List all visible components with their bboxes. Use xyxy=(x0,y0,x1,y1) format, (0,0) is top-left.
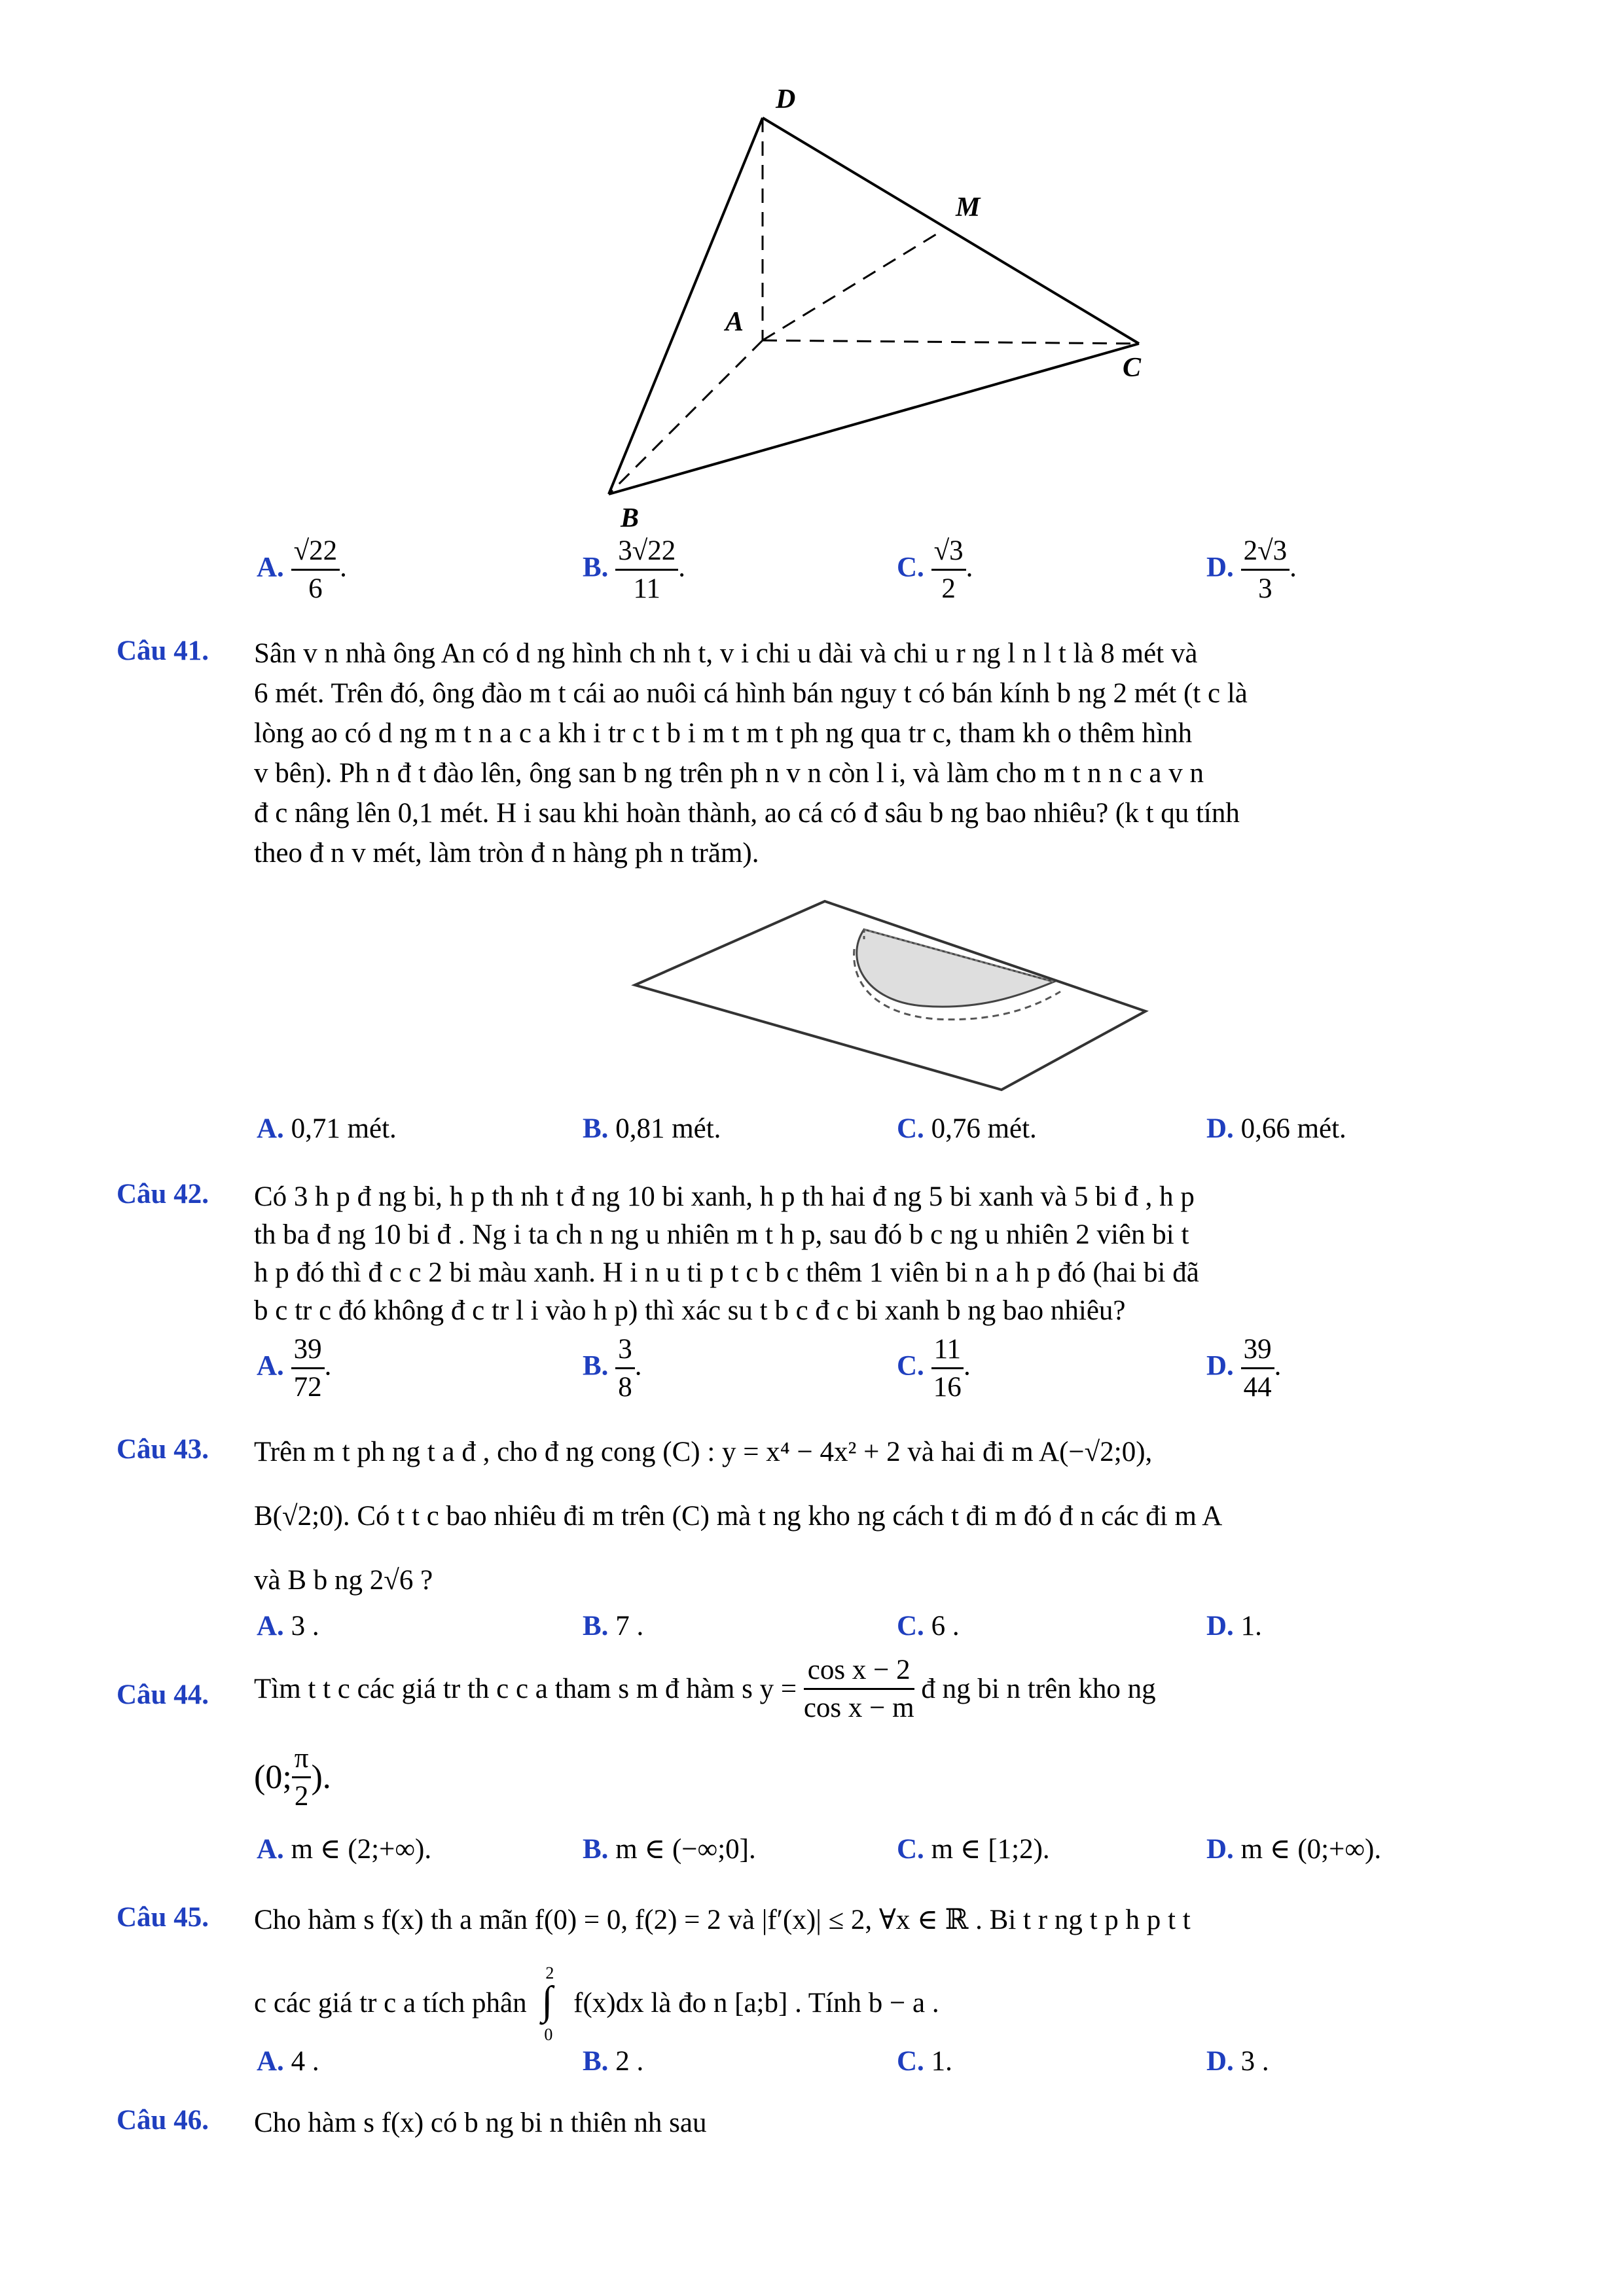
q41-option-c[interactable] xyxy=(897,1113,1037,1145)
tail: . xyxy=(1274,1350,1282,1382)
option-text: 0,81 mét. xyxy=(615,1113,721,1144)
q44-post: đ ng bi n trên kho ng xyxy=(921,1674,1156,1704)
q40-option-d[interactable] xyxy=(1206,537,1297,603)
option-text: 0,76 mét. xyxy=(931,1113,1037,1144)
edge-AM xyxy=(763,230,943,340)
option-label: B. xyxy=(583,1113,609,1144)
option-label: C. xyxy=(897,1834,924,1865)
integral-lower: 0 xyxy=(544,2025,553,2044)
option-text: 0,71 mét. xyxy=(291,1113,397,1144)
q45-line1: Cho hàm s f(x) th a mãn f(0) = 0, f(2) = 2 và |f′(x)| ≤ 2, ∀x ∈ ℝ . Bi t r ng t p h p t t xyxy=(254,1905,1191,1935)
label-B: B xyxy=(621,503,640,530)
q42-line: b c tr c đó không đ c tr l i vào h p) thì xác su t b c đ c bi xanh b ng bao nhiêu? xyxy=(254,1295,1126,1326)
numerator: √3 xyxy=(931,537,966,571)
denominator: 6 xyxy=(308,573,323,604)
fraction xyxy=(1241,1335,1274,1401)
q45-option-d[interactable] xyxy=(1206,2045,1269,2077)
fraction xyxy=(931,1335,964,1401)
tail: . xyxy=(634,1350,642,1382)
denominator: 2 xyxy=(941,573,956,604)
option-label: A. xyxy=(257,1611,284,1641)
integral-symbol: ∫ xyxy=(541,1979,553,2023)
option-label: A. xyxy=(257,2046,284,2077)
option-label: C. xyxy=(897,1611,924,1641)
q43-option-a[interactable] xyxy=(257,1610,319,1642)
q42-line: Có 3 h p đ ng bi, h p th nh t đ ng 10 bi xanh, h p th hai đ ng 5 bi xanh và 5 bi đ , h p xyxy=(254,1181,1195,1212)
option-label: B. xyxy=(583,2046,609,2077)
q43-option-d[interactable] xyxy=(1206,1610,1262,1642)
q41-line: v bên). Ph n đ t đào lên, ông san b ng trên ph n v n còn l i, và làm cho m t n n c a v n xyxy=(254,758,1204,789)
q42-option-c[interactable] xyxy=(897,1335,971,1401)
numerator: 39 xyxy=(1241,1335,1274,1369)
tail: . xyxy=(324,1350,332,1382)
q42-option-d[interactable] xyxy=(1206,1335,1281,1401)
option-text: 3 . xyxy=(1240,2046,1269,2077)
numerator: 39 xyxy=(291,1335,325,1369)
q45-option-b[interactable] xyxy=(583,2045,643,2077)
interval-fraction xyxy=(292,1744,312,1810)
option-label: A. xyxy=(257,552,284,583)
option-text: 1. xyxy=(931,2046,952,2077)
q41-line: Sân v n nhà ông An có d ng hình ch nh t, v i chi u dài và chi u r ng l n l t là 8 mét và xyxy=(254,638,1198,669)
fraction xyxy=(931,537,966,603)
q43-option-b[interactable] xyxy=(583,1610,643,1642)
q41-line: đ c nâng lên 0,1 mét. H i sau khi hoàn thành, ao cá có đ sâu b ng bao nhiêu? (k t qu tính xyxy=(254,798,1240,829)
q44-label: Câu 44. xyxy=(117,1679,209,1710)
option-label: D. xyxy=(1206,1834,1234,1865)
q41-line: 6 mét. Trên đó, ông đào m t cái ao nuôi cá hình bán nguy t có bán kính b ng 2 mét (t c là xyxy=(254,678,1248,709)
q42-option-a[interactable] xyxy=(257,1335,331,1401)
interval-open: (0; xyxy=(254,1759,292,1796)
edge-BC xyxy=(609,344,1139,494)
q45-label: Câu 45. xyxy=(117,1902,209,1933)
q41-option-a[interactable] xyxy=(257,1113,397,1145)
integral-body: f(x)dx xyxy=(573,1987,644,2018)
fraction xyxy=(291,1335,325,1401)
option-text: m ∈ (0;+∞). xyxy=(1240,1834,1382,1865)
q44-interval xyxy=(254,1744,331,1810)
option-label: B. xyxy=(583,1834,609,1865)
integral-upper: 2 xyxy=(545,1964,554,1982)
edge-AC xyxy=(763,340,1139,344)
numerator: 3 xyxy=(615,1335,635,1369)
option-label: C. xyxy=(897,1350,924,1382)
q41-text xyxy=(254,635,1248,872)
q41-option-b[interactable] xyxy=(583,1113,721,1145)
q43-line2: B(√2;0). Có t t c bao nhiêu đi m trên (C) mà t ng kho ng cách t đi m đó đ n các đi m A xyxy=(254,1501,1223,1532)
fraction xyxy=(615,537,678,603)
option-label: A. xyxy=(257,1350,284,1382)
denominator: cos x − m xyxy=(803,1693,914,1723)
interval-close: ). xyxy=(311,1759,331,1796)
q40-option-a[interactable] xyxy=(257,537,347,603)
option-label: D. xyxy=(1206,2046,1234,2077)
numerator: 2√3 xyxy=(1241,537,1290,571)
q44-option-b[interactable] xyxy=(583,1833,756,1865)
option-label: A. xyxy=(257,1113,284,1144)
numerator: π xyxy=(292,1744,312,1778)
label-D: D xyxy=(776,84,796,115)
denominator: 72 xyxy=(293,1372,322,1403)
tail: . xyxy=(340,552,347,583)
label-A: A xyxy=(725,307,744,337)
edge-DC xyxy=(763,118,1139,344)
option-label: C. xyxy=(897,1113,924,1144)
q41-line: theo đ n v mét, làm tròn đ n hàng ph n trăm). xyxy=(254,838,759,869)
tail: . xyxy=(965,552,973,583)
q44-fraction xyxy=(804,1656,914,1722)
q40-option-b[interactable] xyxy=(583,537,685,603)
q41-label: Câu 41. xyxy=(117,636,209,666)
option-text: 7 . xyxy=(615,1611,644,1641)
option-label: B. xyxy=(583,1611,609,1641)
label-C: C xyxy=(1123,353,1142,383)
option-label: D. xyxy=(1206,1350,1234,1382)
q44-line1 xyxy=(254,1656,1156,1722)
q42-line: th ba đ ng 10 bi đ . Ng i ta ch n ng u nhiên m t h p, sau đó b c ng u nhiên 2 viên bi t xyxy=(254,1219,1189,1250)
fraction xyxy=(291,537,340,603)
q45-line2-pre: c các giá tr c a tích phân xyxy=(254,1987,527,2018)
q45-line2-post: là đo n [a;b] . Tính b − a . xyxy=(651,1987,939,2018)
q44-option-c[interactable] xyxy=(897,1833,1050,1865)
q42-line: h p đó thì đ c c 2 bi màu xanh. H i n u ti p t c b c thêm 1 viên bi n a h p đó (hai bi đã xyxy=(254,1257,1199,1288)
q46-line1: Cho hàm s f(x) có b ng bi n thiên nh sau xyxy=(254,2108,707,2138)
denominator: 11 xyxy=(633,573,660,604)
q41-option-d[interactable] xyxy=(1206,1113,1346,1145)
option-text: 4 . xyxy=(291,2046,319,2077)
tail: . xyxy=(1290,552,1297,583)
option-label: C. xyxy=(897,552,924,583)
option-label: D. xyxy=(1206,1611,1234,1641)
option-text: 0,66 mét. xyxy=(1240,1113,1346,1144)
fraction xyxy=(615,1335,635,1401)
option-label: A. xyxy=(257,1834,284,1865)
denominator: 8 xyxy=(618,1372,632,1403)
q40-option-c[interactable] xyxy=(897,537,973,603)
numerator: 11 xyxy=(931,1335,964,1369)
q42-text xyxy=(254,1178,1199,1330)
q43-option-c[interactable] xyxy=(897,1610,960,1642)
option-label: B. xyxy=(583,552,609,583)
option-text: 1. xyxy=(1240,1611,1262,1641)
tail: . xyxy=(963,1350,971,1382)
numerator: 3√22 xyxy=(615,537,678,571)
option-label: D. xyxy=(1206,552,1234,583)
option-label: B. xyxy=(583,1350,609,1382)
numerator: cos x − 2 xyxy=(804,1656,914,1690)
edge-DB xyxy=(609,118,763,494)
q45-option-a[interactable] xyxy=(257,2045,319,2077)
pond-figure xyxy=(628,893,1152,1096)
q44-option-d[interactable] xyxy=(1206,1833,1381,1865)
option-text: m ∈ [1;2). xyxy=(931,1834,1050,1865)
q43-line1: Trên m t ph ng t a đ , cho đ ng cong (C) : y = x⁴ − 4x² + 2 và hai đi m A(−√2;0), xyxy=(254,1437,1153,1467)
q46-label: Câu 46. xyxy=(117,2105,209,2136)
option-text: 2 . xyxy=(615,2046,644,2077)
integral-sign xyxy=(540,1964,566,2042)
option-text: 6 . xyxy=(931,1611,960,1641)
option-label: D. xyxy=(1206,1113,1234,1144)
q44-option-a[interactable] xyxy=(257,1833,431,1865)
q43-label: Câu 43. xyxy=(117,1434,209,1465)
q45-option-c[interactable] xyxy=(897,2045,952,2077)
q42-option-b[interactable] xyxy=(583,1335,641,1401)
tail: . xyxy=(678,552,686,583)
denominator: 2 xyxy=(294,1781,309,1812)
q41-line: lòng ao có d ng m t n a c a kh i tr c t b i m t m t ph ng qua tr c, tham kh o thêm hình xyxy=(254,718,1193,749)
pond-surface xyxy=(857,929,1054,1007)
option-text: m ∈ (−∞;0]. xyxy=(615,1834,756,1865)
q44-pre: Tìm t t c các giá tr th c c a tham s m đ hàm s y = xyxy=(254,1674,797,1704)
numerator: √22 xyxy=(291,537,340,571)
q43-line3: và B b ng 2√6 ? xyxy=(254,1565,433,1596)
label-M: M xyxy=(956,192,981,223)
option-label: C. xyxy=(897,2046,924,2077)
tetrahedron-figure xyxy=(556,79,1198,530)
option-text: m ∈ (2;+∞). xyxy=(291,1834,432,1865)
q45-line2 xyxy=(254,1964,939,2042)
fraction xyxy=(1241,537,1290,603)
denominator: 3 xyxy=(1258,573,1272,604)
denominator: 16 xyxy=(933,1372,962,1403)
option-text: 3 . xyxy=(291,1611,319,1641)
denominator: 44 xyxy=(1243,1372,1272,1403)
q42-label: Câu 42. xyxy=(117,1179,209,1210)
